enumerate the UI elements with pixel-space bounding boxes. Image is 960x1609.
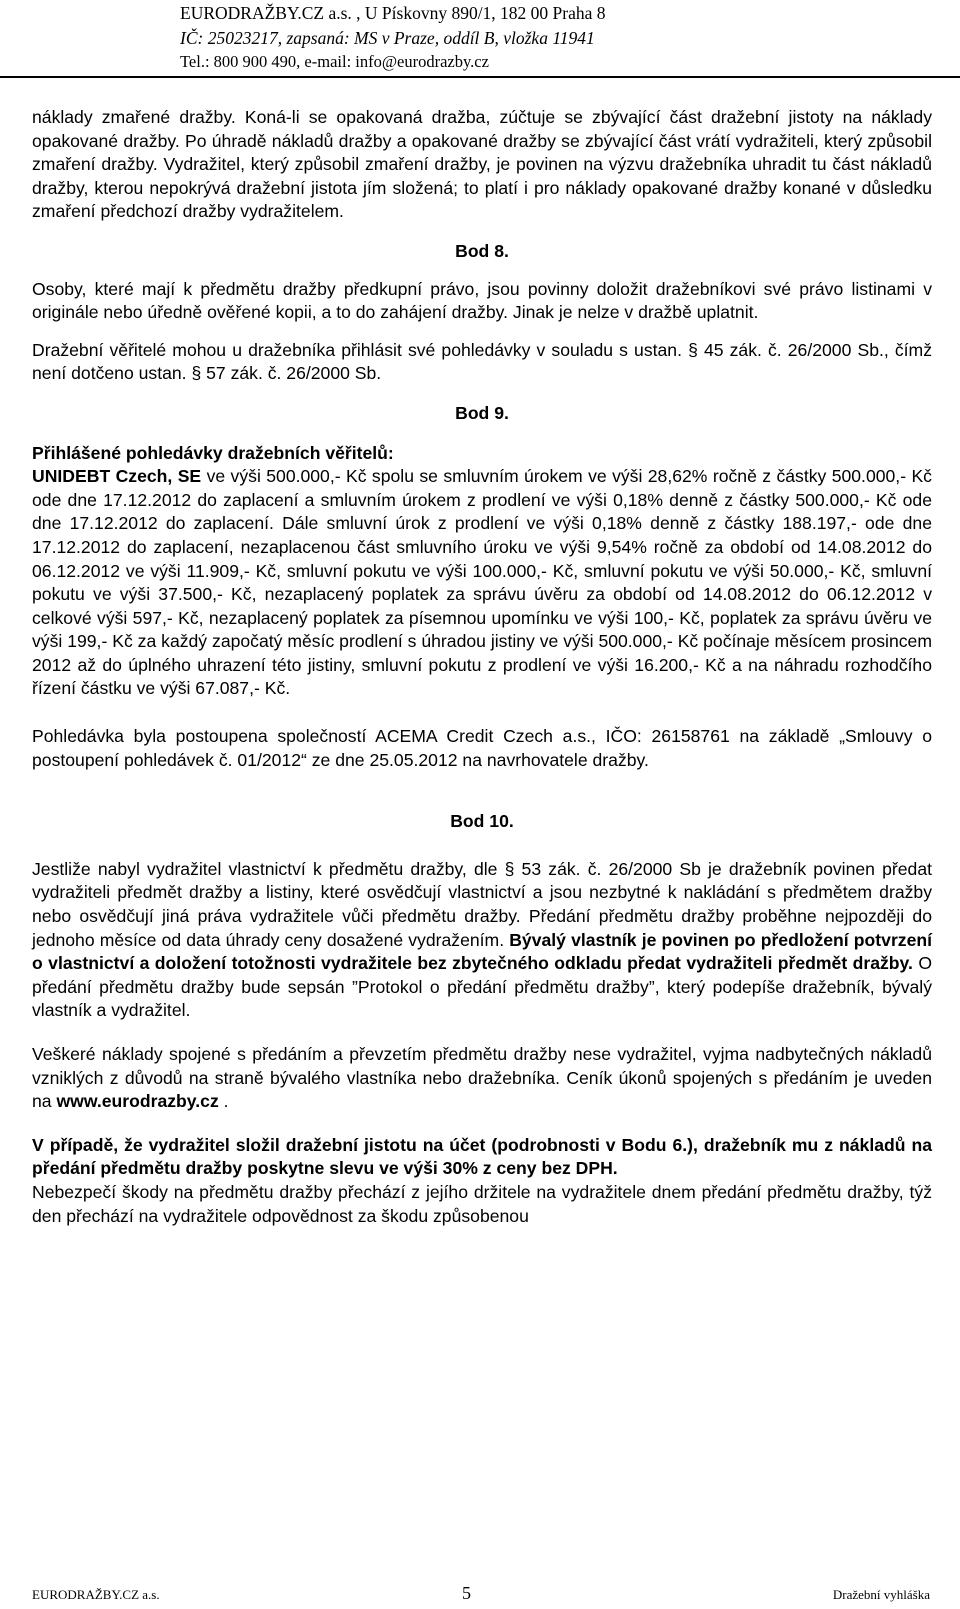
letterhead-company-address: EURODRAŽBY.CZ a.s. , U Pískovny 890/1, 182 00 Praha 8 [180, 3, 606, 23]
paragraph-failed-auction-costs: náklady zmařené dražby. Koná-li se opakovaná dražba, zúčtuje se zbývající část dražební jistoty na náklady opakované dražby. Po úhradě nákladů dražby a opakované dražby se zbývající část vrátí vydražiteli, který způsobil zmaření dražby. Vydražitel, který způsobil zmaření dražby, je povinen na výzvu dražebníka uhradit tu část nákladů dražby, kterou nepokrývá dražební jistota jím složená; to platí i pro náklady opakované dražby konané v důsledku zmaření předchozí dražby vydražitelem. [32, 107, 932, 222]
handover-text: Jestliže nabyl vydražitel vlastnictví k předmětu dražby, dle § 53 zák. č. 26/2000 Sb je dražebník povinen předat vydražiteli předmět dražby a listiny, které osvědčují vlastnictví a jsou nezbytné k nakládání s předmětem dražby nebo osvědčují jiná práva vydražitele vůči předmětu dražby. Předání předmětu dražby proběhne nejpozději do jednoho měsíce od data úhrady ceny dosažené vydražením. [32, 858, 932, 950]
paragraph-pre-emption-right: Osoby, které mají k předmětu dražby předkupní právo, jsou povinny doložit dražebníkovi své právo listinami v originále nebo úředně ověřené kopii, a to do zahájení dražby. Jinak je nelze v dražbě uplatnit. [32, 278, 932, 323]
claims-details: ve výši 500.000,- Kč spolu se smluvním úrokem ve výši 28,62% ročně z částky 500.000,- Kč ode dne 17.12.2012 do zaplacení a smluvním úrokem z prodlení ve výši 0,18% denně z částky 500.000,- Kč ode dne 17.12.2012 do zaplacení. Dále smluvní úrok z prodlení ve výši 0,18% denně z částky 188.197,- ode dne 17.12.2012 do zaplacení, nezaplacenou část smluvního úroku ve výši 9,54% ročně za období od 14.08.2012 do 06.12.2012 ve výši 11.909,- Kč, smluvní pokutu ve výši 100.000,- Kč, smluvní pokutu ve výši 50.000,- Kč, smluvní pokutu ve výši 37.500,- Kč, nezaplacený poplatek za správu úvěru za období od 14.08.2012 do 06.12.2012 v celkové výši 597,- Kč, nezaplacený poplatek za písemnou upomínku ve výši 100,- Kč, poplatek za správu úvěru ve výši 199,- Kč za každý započatý měsíc prodlení s úhradou jistiny ve výši 500.000,- Kč počínaje měsícem prosincem 2012 až do úplného uhrazení této jistiny, smluvní pokutu z prodlení ve výši 16.200,- Kč a na náhradu rozhodčího řízení částku ve výši 67.087,- Kč. [32, 466, 932, 699]
claims-title: Přihlášené pohledávky dražebních věřitelů: [32, 442, 394, 463]
footer-company: EURODRAŽBY.CZ a.s. [32, 1587, 160, 1602]
costs-text: Veškeré náklady spojené s předáním a převzetím předmětu dražby nese vydražitel, vyjma nadbytečných nákladů vzniklých z důvodů na straně bývalého vlastníka nebo dražebníka. Ceník úkonů spojených s předáním je uveden na [32, 1044, 932, 1112]
page-number: 5 [462, 1583, 471, 1603]
section-heading-bod-10: Bod 10. [450, 811, 514, 832]
document-body [32, 106, 932, 1228]
section-heading-bod-9: Bod 9. [455, 402, 509, 423]
letterhead [0, 0, 960, 74]
handover-protocol-text: O předání předmětu dražby bude sepsán ”Protokol o předání předmětu dražby”, který podepíše dražebník, bývalý vlastník a vydražitel. [32, 953, 932, 1021]
costs-end: . [218, 1091, 229, 1112]
page-footer [0, 1580, 960, 1609]
footer-document-title: Dražební vyhláška [832, 1587, 930, 1602]
header-divider [0, 76, 960, 78]
paragraph-claim-assignment: Pohledávka byla postoupena společností ACEMA Credit Czech a.s., IČO: 26158761 na základě „Smlouvy o postoupení pohledávek č. 01/2012“ ze dne 25.05.2012 na navrhovatele dražby. [32, 726, 932, 770]
paragraph-handover [32, 858, 932, 1023]
handover-obligation-bold: Bývalý vlastník je povinen po předložení potvrzení o vlastnictví a doložení totožnosti vydražitele bez zbytečného odkladu předat vydražiteli předmět dražby. [32, 929, 933, 974]
paragraph-auction-creditors: Dražební věřitelé mohou u dražebníka přihlásit své pohledávky v souladu s ustan. § 45 zák. č. 26/2000 Sb., čímž není dotčeno ustan. § 57 zák. č. 26/2000 Sb. [32, 339, 932, 384]
paragraph-handover-costs [32, 1043, 932, 1114]
website-link[interactable]: www.eurodrazby.cz [56, 1091, 219, 1112]
section-heading-bod-8: Bod 8. [455, 240, 509, 261]
paragraph-discount: V případě, že vydražitel složil dražební jistotu na účet (podrobnosti v Bodu 6.), dražebník mu z nákladů na předání předmětu dražby poskytne slevu ve výši 30% z ceny bez DPH. [32, 1134, 932, 1179]
paragraph-risk-transfer: Nebezpečí škody na předmětu dražby přechází z jejího držitele na vydražitele dnem předání předmětu dražby, týž den přechází na vydražitele odpovědnost za škodu způsobenou [32, 1181, 932, 1226]
letterhead-contact: Tel.: 800 900 490, e-mail: info@eurodrazby.cz [180, 52, 489, 71]
creditor-name: UNIDEBT Czech, SE [32, 466, 202, 487]
letterhead-registration: IČ: 25023217, zapsaná: MS v Praze, oddíl B, vložka 11941 [180, 28, 595, 48]
paragraph-claims [32, 465, 932, 701]
